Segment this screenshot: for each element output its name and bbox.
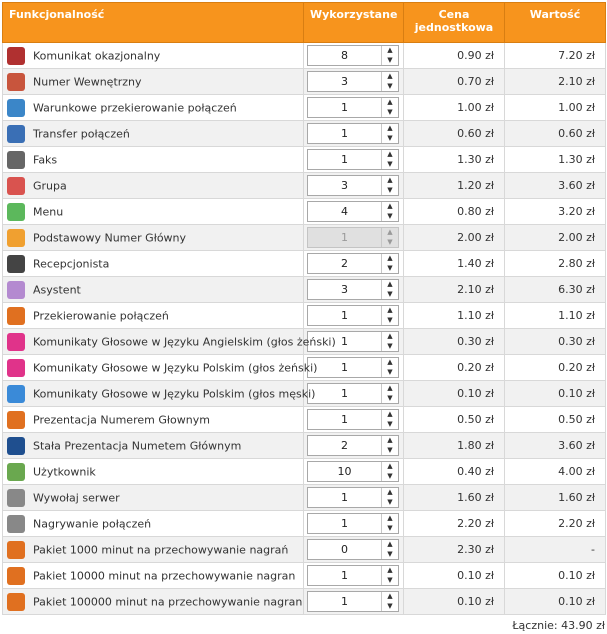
feature-label: Pakiet 100000 minut na przechowywanie nagran [33,595,303,608]
stepper-arrows [381,332,398,351]
table-row [3,303,606,329]
feature-label: Menu [33,205,64,218]
table-row [3,225,606,251]
unit-price-cell: 0.60 zł [404,121,505,147]
increment-icon[interactable]: ▲ [387,488,393,496]
value-cell: 0.20 zł [505,355,606,381]
quantity-stepper[interactable] [307,435,399,456]
quantity-value[interactable]: 1 [341,101,348,114]
table-row [3,485,606,511]
decrement-icon[interactable]: ▼ [387,159,393,168]
increment-icon[interactable]: ▲ [387,384,393,392]
quantity-cell [304,277,404,303]
decrement-icon[interactable]: ▼ [387,523,393,532]
value-cell: 2.00 zł [505,225,606,251]
quantity-value[interactable]: 1 [341,335,348,348]
quantity-value[interactable]: 8 [341,49,348,62]
unit-price-cell: 1.60 zł [404,485,505,511]
increment-icon[interactable]: ▲ [387,462,393,470]
quantity-cell [304,381,404,407]
unit-price-cell: 0.80 zł [404,199,505,225]
table-row [3,407,606,433]
quantity-value[interactable]: 1 [341,569,348,582]
quantity-stepper[interactable] [307,45,399,66]
value-cell: 0.10 zł [505,381,606,407]
server-icon [7,489,25,507]
quantity-value[interactable]: 1 [341,595,348,608]
feature-cell [3,459,304,485]
quantity-stepper[interactable] [307,409,399,430]
stepper-arrows [381,488,398,507]
main-number-presentation-icon [7,411,25,429]
unit-price-cell: 1.00 zł [404,95,505,121]
value-cell: 0.60 zł [505,121,606,147]
quantity-value[interactable]: 3 [341,283,348,296]
feature-cell [3,225,304,251]
feature-label: Faks [33,153,58,166]
value-cell: 1.10 zł [505,303,606,329]
stepper-arrows [381,72,398,91]
value-cell: 0.30 zł [505,329,606,355]
quantity-cell [304,147,404,173]
feature-cell [3,303,304,329]
decrement-icon[interactable]: ▼ [387,471,393,480]
quantity-value[interactable]: 2 [341,257,348,270]
value-cell: 7.20 zł [505,43,606,69]
quantity-cell [304,563,404,589]
decrement-icon[interactable]: ▼ [387,315,393,324]
stepper-arrows [381,540,398,559]
en-bubble-icon [7,333,25,351]
increment-icon[interactable]: ▲ [387,306,393,314]
feature-cell [3,381,316,407]
unit-price-cell: 0.40 zł [404,459,505,485]
table-row [3,355,606,381]
feature-label: Komunikaty Głosowe w Języku Polskim (głos męski) [33,387,316,400]
unit-price-cell: 0.30 zł [404,329,505,355]
table-body [3,43,606,615]
quantity-stepper[interactable] [307,539,399,560]
quantity-value[interactable]: 1 [341,361,348,374]
stepper-arrows [381,254,398,273]
user-icon [7,463,25,481]
feature-cell [3,589,304,615]
increment-icon: ▲ [387,228,393,236]
decrement-icon[interactable]: ▼ [387,419,393,428]
quantity-value[interactable]: 1 [341,491,348,504]
increment-icon[interactable]: ▲ [387,72,393,80]
value-cell: 2.80 zł [505,251,606,277]
increment-icon[interactable]: ▲ [387,436,393,444]
feature-cell [3,433,304,459]
table-row [3,43,606,69]
unit-price-cell: 1.10 zł [404,303,505,329]
unit-price-cell: 0.50 zł [404,407,505,433]
feature-cell [3,173,304,199]
quantity-cell [304,355,404,381]
feature-label: Pakiet 10000 minut na przechowywanie nagran [33,569,296,582]
quantity-cell [304,433,404,459]
table-row [3,251,606,277]
unit-price-cell: 0.10 zł [404,563,505,589]
value-cell: 0.10 zł [505,563,606,589]
feature-label: Asystent [33,283,81,296]
quantity-stepper[interactable] [307,149,399,170]
feature-label: Grupa [33,179,67,192]
increment-icon[interactable]: ▲ [387,540,393,548]
feature-label: Podstawowy Numer Główny [33,231,187,244]
increment-icon[interactable]: ▲ [387,514,393,522]
quantity-stepper[interactable] [307,305,399,326]
stepper-arrows [381,46,398,65]
quantity-cell [304,251,404,277]
value-cell: 3.60 zł [505,433,606,459]
decrement-icon[interactable]: ▼ [387,601,393,610]
decrement-icon[interactable]: ▼ [387,341,393,350]
quantity-cell [304,95,404,121]
unit-price-cell: 2.30 zł [404,537,505,563]
stepper-arrows [381,124,398,143]
stepper-arrows [381,176,398,195]
quantity-cell [304,225,404,251]
value-cell: 1.30 zł [505,147,606,173]
quantity-stepper[interactable] [307,383,399,404]
quantity-stepper[interactable] [307,487,399,508]
feature-cell [3,121,304,147]
table-row [3,147,606,173]
feature-cell [3,147,304,173]
decrement-icon[interactable]: ▼ [387,107,393,116]
stepper-arrows [381,280,398,299]
value-cell: 0.10 zł [505,589,606,615]
features-table [2,2,606,615]
unit-price-cell: 1.40 zł [404,251,505,277]
decrement-icon[interactable]: ▼ [387,263,393,272]
decrement-icon[interactable]: ▼ [387,393,393,402]
decrement-icon: ▼ [387,237,393,246]
feature-cell [3,355,318,381]
decrement-icon[interactable]: ▼ [387,211,393,220]
pl-bubble-pink-icon [7,359,25,377]
fixed-presentation-icon [7,437,25,455]
unit-price-cell: 0.20 zł [404,355,505,381]
quantity-cell [304,121,404,147]
stepper-arrows [381,384,398,403]
value-cell: 3.60 zł [505,173,606,199]
unit-price-cell: 0.90 zł [404,43,505,69]
stepper-arrows [381,592,398,611]
quantity-value[interactable]: 1 [341,517,348,530]
total-sum: Łącznie: 43.90 zł [512,619,605,632]
quantity-stepper[interactable] [307,565,399,586]
quantity-stepper[interactable] [307,279,399,300]
feature-cell [3,95,304,121]
decrement-icon[interactable]: ▼ [387,445,393,454]
stepper-arrows [381,98,398,117]
col-header-used: Wykorzystane [304,3,404,43]
unit-price-cell: 2.10 zł [404,277,505,303]
table-row [3,433,606,459]
stepper-arrows [381,566,398,585]
feature-label: Transfer połączeń [33,127,130,140]
quantity-value[interactable]: 1 [341,309,348,322]
feature-label: Komunikaty Głosowe w Języku Polskim (głos żeński) [33,361,318,374]
unit-price-cell: 0.10 zł [404,381,505,407]
table-row [3,69,606,95]
feature-cell [3,407,304,433]
table-row [3,329,606,355]
quantity-stepper [307,227,399,248]
assistant-icon [7,281,25,299]
quantity-cell [304,199,404,225]
group-icon [7,177,25,195]
increment-icon[interactable]: ▲ [387,254,393,262]
unit-price-cell: 0.10 zł [404,589,505,615]
value-cell: 6.30 zł [505,277,606,303]
fax-icon [7,151,25,169]
feature-cell [3,43,304,69]
increment-icon[interactable]: ▲ [387,98,393,106]
feature-cell [3,511,304,537]
value-cell: 2.10 zł [505,69,606,95]
quantity-cell [304,69,404,95]
increment-icon[interactable]: ▲ [387,176,393,184]
feature-cell [3,69,304,95]
decrement-icon[interactable]: ▼ [387,497,393,506]
stepper-arrows [381,228,398,247]
table-row [3,589,606,615]
stepper-arrows [381,306,398,325]
quantity-value[interactable]: 0 [341,543,348,556]
quantity-cell [304,589,404,615]
recording-storage-icon [7,541,25,559]
feature-cell [3,329,336,355]
quantity-value: 1 [341,231,348,244]
quantity-cell [304,173,404,199]
quantity-value[interactable]: 3 [341,179,348,192]
feature-label: Przekierowanie połączeń [33,309,169,322]
quantity-value[interactable]: 2 [341,439,348,452]
quantity-value[interactable]: 4 [341,205,348,218]
quantity-value[interactable]: 1 [341,413,348,426]
decrement-icon[interactable]: ▼ [387,367,393,376]
increment-icon[interactable]: ▲ [387,46,393,54]
table-row [3,199,606,225]
quantity-stepper[interactable] [307,201,399,222]
quantity-stepper[interactable] [307,357,399,378]
feature-label: Warunkowe przekierowanie połączeń [33,101,237,114]
increment-icon[interactable]: ▲ [387,592,393,600]
stepper-arrows [381,202,398,221]
feature-label: Wywołaj serwer [33,491,120,504]
increment-icon[interactable]: ▲ [387,410,393,418]
feature-label: Komunikaty Głosowe w Języku Angielskim (głos żeński) [33,335,336,348]
abc-message-icon [7,47,25,65]
feature-label: Recepcjonista [33,257,110,270]
increment-icon[interactable]: ▲ [387,150,393,158]
table-header-row [3,3,606,43]
feature-label: Pakiet 1000 minut na przechowywanie nagrań [33,543,289,556]
unit-price-cell: 2.20 zł [404,511,505,537]
decrement-icon[interactable]: ▼ [387,133,393,142]
value-cell: 0.50 zł [505,407,606,433]
quantity-cell [304,303,404,329]
quantity-stepper[interactable] [307,591,399,612]
feature-cell [3,199,304,225]
unit-price-cell: 1.20 zł [404,173,505,199]
quantity-stepper[interactable] [307,461,399,482]
feature-cell [3,485,304,511]
quantity-value[interactable]: 1 [341,153,348,166]
forward-call-icon [7,307,25,325]
value-cell: 1.00 zł [505,95,606,121]
value-cell: - [505,537,606,563]
microphone-icon [7,515,25,533]
table-row [3,381,606,407]
table-row [3,95,606,121]
quantity-stepper[interactable] [307,253,399,274]
col-header-feature: Funkcjonalność [3,3,304,43]
increment-icon[interactable]: ▲ [387,280,393,288]
transfer-icon [7,125,25,143]
quantity-stepper[interactable] [307,331,399,352]
table-row [3,459,606,485]
extension-phone-icon [7,73,25,91]
unit-price-cell: 2.00 zł [404,225,505,251]
feature-cell [3,277,304,303]
table-row [3,511,606,537]
feature-label: Prezentacja Numerem Głownym [33,413,210,426]
stepper-arrows [381,462,398,481]
decrement-icon[interactable]: ▼ [387,289,393,298]
quantity-stepper[interactable] [307,71,399,92]
quantity-value[interactable]: 3 [341,75,348,88]
headset-icon [7,255,25,273]
decrement-icon[interactable]: ▼ [387,81,393,90]
value-cell: 1.60 zł [505,485,606,511]
feature-label: Stała Prezentacja Numetem Głównym [33,439,242,452]
quantity-stepper[interactable] [307,123,399,144]
table-row [3,173,606,199]
pl-bubble-blue-icon [7,385,25,403]
feature-cell [3,251,304,277]
home-icon [7,229,25,247]
decrement-icon[interactable]: ▼ [387,55,393,64]
value-cell: 4.00 zł [505,459,606,485]
quantity-cell [304,537,404,563]
quantity-cell [304,511,404,537]
decrement-icon[interactable]: ▼ [387,185,393,194]
feature-label: Nagrywanie połączeń [33,517,152,530]
increment-icon[interactable]: ▲ [387,202,393,210]
table-row [3,277,606,303]
quantity-cell [304,485,404,511]
decrement-icon[interactable]: ▼ [387,575,393,584]
feature-label: Komunikat okazjonalny [33,49,161,62]
increment-icon[interactable]: ▲ [387,124,393,132]
pricing-panel [2,2,605,632]
share-icon [7,99,25,117]
increment-icon[interactable]: ▲ [387,358,393,366]
quantity-stepper[interactable] [307,175,399,196]
quantity-cell [304,329,404,355]
feature-label: Użytkownik [33,465,96,478]
stepper-arrows [381,410,398,429]
feature-label: Numer Wewnętrzny [33,75,142,88]
unit-price-cell: 1.30 zł [404,147,505,173]
increment-icon[interactable]: ▲ [387,332,393,340]
unit-price-cell: 0.70 zł [404,69,505,95]
col-header-unit-price: Cena jednostkowa [404,3,505,43]
stepper-arrows [381,436,398,455]
menu-icon [7,203,25,221]
quantity-cell [304,43,404,69]
stepper-arrows [381,358,398,377]
feature-cell [3,537,304,563]
stepper-arrows [381,150,398,169]
quantity-stepper[interactable] [307,513,399,534]
quantity-value[interactable]: 10 [337,465,352,478]
recording-storage-icon [7,567,25,585]
recording-storage-icon [7,593,25,611]
quantity-stepper[interactable] [307,97,399,118]
col-header-value: Wartość [505,3,606,43]
table-row [3,563,606,589]
quantity-value[interactable]: 1 [341,127,348,140]
unit-price-cell: 1.80 zł [404,433,505,459]
table-row [3,537,606,563]
stepper-arrows [381,514,398,533]
quantity-cell [304,407,404,433]
value-cell: 2.20 zł [505,511,606,537]
feature-cell [3,563,304,589]
decrement-icon[interactable]: ▼ [387,549,393,558]
increment-icon[interactable]: ▲ [387,566,393,574]
quantity-value[interactable]: 1 [341,387,348,400]
table-row [3,121,606,147]
quantity-cell [304,459,404,485]
value-cell: 3.20 zł [505,199,606,225]
